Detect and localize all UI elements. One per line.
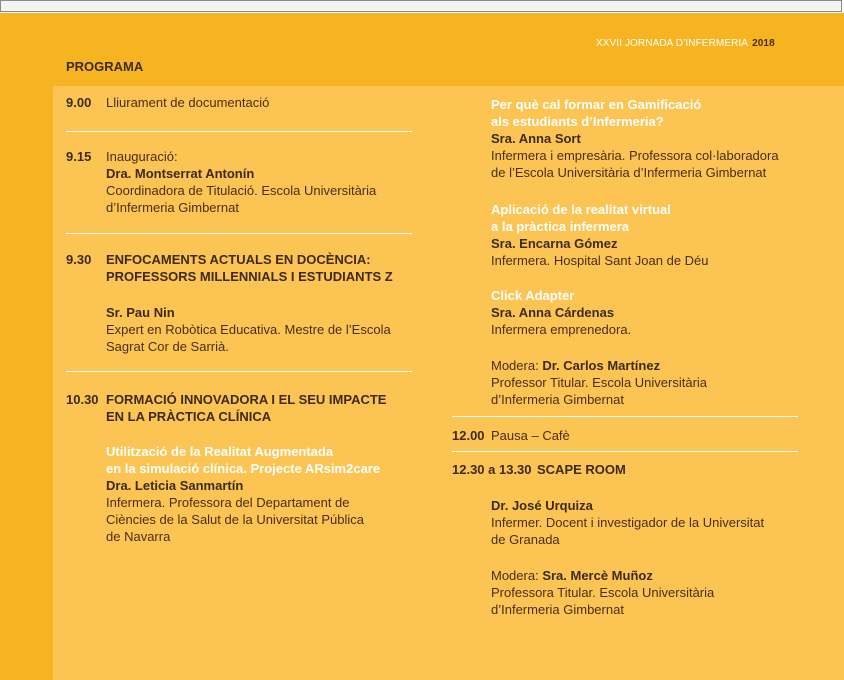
talk-title: en la simulació clínica. Projecte ARsim2care	[106, 461, 381, 476]
session-title: ENFOCAMENTS ACTUALS EN DOCÈNCIA:	[106, 252, 371, 267]
moderator-role: Professora Titular. Escola Universitària	[491, 585, 715, 600]
session-title: SCAPE ROOM	[537, 462, 626, 477]
speaker-name: Dra. Leticia Sanmartín	[106, 478, 244, 493]
moderator-line	[491, 567, 653, 584]
speaker-role: d’Infermeria Gimbernat	[106, 200, 239, 215]
item-break: Pausa – Cafè	[491, 428, 570, 443]
talk-title: Utilització de la Realitat Augmentada	[106, 444, 334, 459]
session-title: EN LA PRÀCTICA CLÍNICA	[106, 409, 272, 424]
talk-title: Aplicació de la realitat virtual	[491, 202, 671, 217]
time-9-15: 9.15	[66, 149, 92, 164]
speaker-role: Sagrat Cor de Sarrià.	[106, 339, 229, 354]
speaker-role: Infermera emprenedora.	[491, 322, 632, 337]
speaker-role: Expert en Robòtica Educativa. Mestre de l’Escola	[106, 322, 391, 337]
moderator-role: d’Infermeria Gimbernat	[491, 602, 624, 617]
session-title: FORMACIÓ INNOVADORA I EL SEU IMPACTE	[106, 392, 387, 407]
item-inauguration: Inauguració:	[106, 149, 178, 164]
divider	[66, 233, 412, 234]
divider	[452, 451, 798, 452]
top-window-bar	[0, 0, 842, 12]
moderator-label: Modera:	[491, 358, 543, 373]
divider	[452, 416, 798, 417]
moderator-label: Modera:	[491, 568, 543, 583]
talk-title: Per què cal formar en Gamificació	[491, 97, 702, 112]
divider	[66, 131, 412, 132]
session-title: PROFESSORS MILLENNIALS I ESTUDIANTS Z	[106, 269, 393, 284]
speaker-role: Infermera. Professora del Departament de	[106, 495, 350, 510]
talk-title: Click Adapter	[491, 288, 575, 303]
time-9-00: 9.00	[66, 95, 92, 110]
time-10-30: 10.30	[66, 392, 99, 407]
event-name: XXVII JORNADA D’INFERMERIA	[596, 38, 749, 49]
moderator-role: Professor Titular. Escola Universitària	[491, 375, 708, 390]
moderator-name: Sra. Mercè Muñoz	[542, 568, 653, 583]
speaker-name: Sra. Anna Sort	[491, 131, 581, 146]
talk-title: als estudiants d’Infermeria?	[491, 114, 664, 129]
moderator-role: d’Infermeria Gimbernat	[491, 392, 624, 407]
speaker-role: Ciències de la Salut de la Universitat Pública	[106, 512, 364, 527]
speaker-name: Sr. Pau Nin	[106, 305, 175, 320]
moderator-line	[491, 357, 660, 374]
divider	[66, 371, 412, 372]
event-header	[596, 38, 775, 49]
time-9-30: 9.30	[66, 252, 92, 267]
time-12-30: 12.30 a 13.30	[452, 462, 532, 477]
speaker-name: Sra. Encarna Gómez	[491, 236, 618, 251]
item-documentation: Lliurament de documentació	[106, 95, 270, 110]
speaker-name: Dra. Montserrat Antonín	[106, 166, 255, 181]
speaker-role: de Navarra	[106, 529, 171, 544]
time-12-00: 12.00	[452, 428, 485, 443]
moderator-name: Dr. Carlos Martínez	[542, 358, 661, 373]
section-title: PROGRAMA	[66, 59, 144, 74]
speaker-name: Sra. Anna Cárdenas	[491, 305, 615, 320]
speaker-role: de l’Escola Universitària d’Infermeria Gimbernat	[491, 165, 767, 180]
speaker-role: Coordinadora de Titulació. Escola Universitària	[106, 183, 377, 198]
event-year: 2018	[752, 38, 775, 49]
speaker-role: Infermer. Docent i investigador de la Universitat	[491, 515, 765, 530]
speaker-role: Infermera. Hospital Sant Joan de Déu	[491, 253, 709, 268]
speaker-role: Infermera i empresària. Professora col·laboradora	[491, 148, 779, 163]
talk-title: a la pràctica infermera	[491, 219, 630, 234]
speaker-name: Dr. José Urquiza	[491, 498, 593, 513]
speaker-role: de Granada	[491, 532, 560, 547]
